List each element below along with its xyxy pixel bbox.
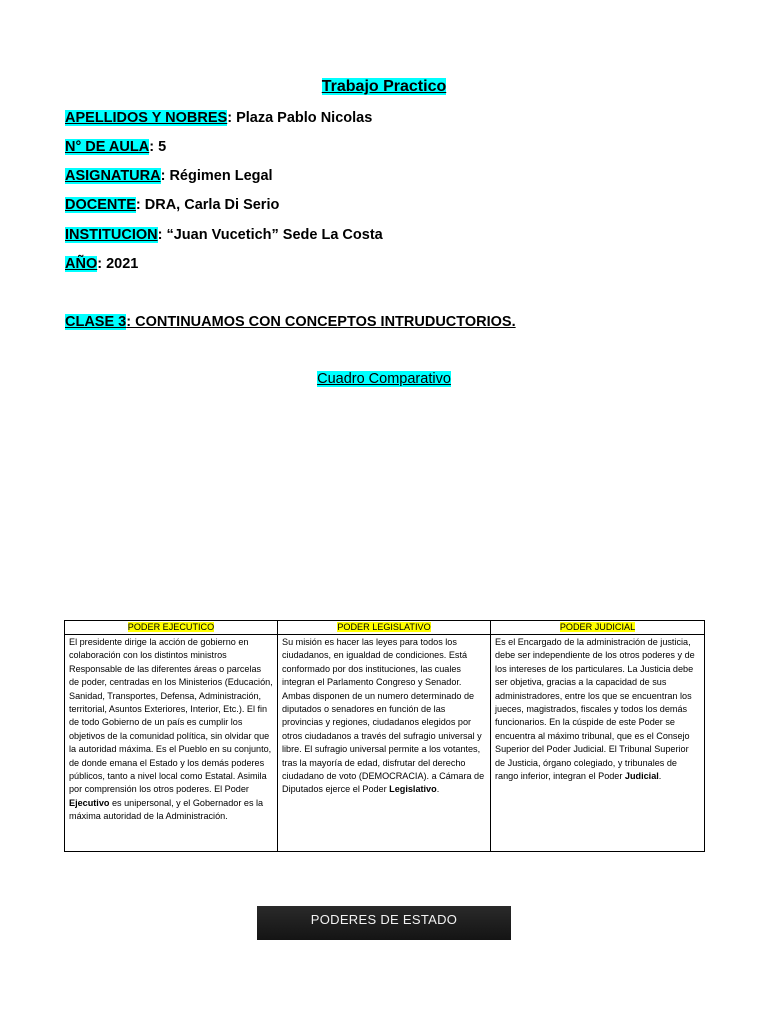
field-label: DOCENTE — [65, 197, 136, 213]
cell-text: Su misión es hacer las leyes para todos los ciudadanos, en igualdad de condiciones. Está conformado por dos instituciones, las cuales integran el Parlamento Congreso y Senador. Ambas disponen de un numero determinado de diputados o senadores en función de las provincias y regiones, ciudadanos elegidos por otros ciudadanos a través del sufragio universal y libre. El sufragio universal permite a los votantes, tras la mayoría de edad, disfrutar del derecho ciudadano de voto (DEMOCRACIA). a Cámara de Diputados ejerce el Poder — [282, 637, 485, 795]
cell-bold: Legislativo — [389, 784, 437, 795]
page-title-text: Trabajo Practico — [321, 78, 447, 95]
page-title — [0, 78, 768, 96]
cell-text: Es el Encargado de la administración de justicia, debe ser independiente de los otros poderes y de los intereses de los particulares. La Justicia debe ser objetiva, gracias a la capacidad de sus administradores, entre los que se encuentran los jueces, magistrados, fiscales y todos los demás funcionarios. En la cúspide de este Poder se encuentra al máximo tribunal, que es el Consejo Superior del Poder Judicial. El Tribunal Superior de Justicia, órgano colegiado, y tribunales de rango inferior, integran el Poder — [495, 637, 695, 782]
field-label: INSTITUCION — [65, 227, 158, 243]
cell-judicial — [491, 635, 705, 852]
header-judicial — [491, 621, 705, 635]
header-label: PODER LEGISLATIVO — [337, 622, 431, 632]
field-anio — [65, 256, 138, 272]
field-label: AÑO — [65, 256, 98, 272]
field-aula — [65, 139, 166, 155]
field-value: : Régimen Legal — [160, 168, 273, 184]
table-row — [65, 635, 705, 852]
header-label: PODER EJECUTICO — [127, 622, 215, 632]
field-asignatura — [65, 168, 273, 184]
header-label: PODER JUDICIAL — [559, 622, 636, 632]
field-value: : DRA, Carla Di Serio — [135, 197, 280, 213]
cell-text: . — [436, 784, 440, 795]
cell-text: es unipersonal, y el Gobernador es la máxima autoridad de la Administración. — [69, 797, 264, 822]
field-label: N° DE AULA — [65, 139, 150, 155]
field-value: : “Juan Vucetich” Sede La Costa — [157, 227, 383, 243]
field-institucion — [65, 227, 383, 243]
cell-ejecutivo — [65, 635, 278, 852]
header-ejecutivo — [65, 621, 278, 635]
subtitle-text: Cuadro Comparativo — [317, 371, 451, 387]
field-label: APELLIDOS Y NOBRES — [65, 110, 228, 126]
field-apellidos — [65, 110, 372, 126]
field-value: : 5 — [149, 139, 167, 155]
table-header-row — [65, 621, 705, 635]
cell-bold: Ejecutivo — [69, 797, 110, 808]
clase-value: : CONTINUAMOS CON CONCEPTOS INTRUDUCTORIOS. — [126, 314, 516, 330]
field-value: : Plaza Pablo Nicolas — [227, 110, 373, 126]
poderes-de-estado-banner: PODERES DE ESTADO — [257, 906, 511, 940]
field-docente — [65, 197, 279, 213]
cell-bold: Judicial — [624, 771, 659, 782]
cell-legislativo — [278, 635, 491, 852]
section-subtitle — [0, 371, 768, 387]
cell-text: El presidente dirige la acción de gobierno en colaboración con los distintos ministros Responsable de las diferentes áreas o parcelas de poder, centradas en los Ministerios (Educación, Sanidad, Transportes, Defensa, Administración, territorial, Asuntos Exteriores, Interior, Etc.). El fin de todo Gobierno de un país es cumplir los objetivos de la comunidad política, sin olvidar que la autoridad máxima. Es el Pueblo en su conjunto, de donde emana el Estado y los demás poderes públicos, tanto a nivel local como Estatal. Asimila por comprensión los otros poderes. El Poder — [69, 637, 273, 795]
comparison-table — [64, 620, 705, 852]
cell-text: . — [658, 771, 662, 782]
field-label: ASIGNATURA — [65, 168, 161, 184]
clase-label: CLASE 3 — [65, 314, 127, 330]
clase-heading — [65, 314, 516, 330]
field-value: : 2021 — [97, 256, 139, 272]
header-legislativo — [278, 621, 491, 635]
